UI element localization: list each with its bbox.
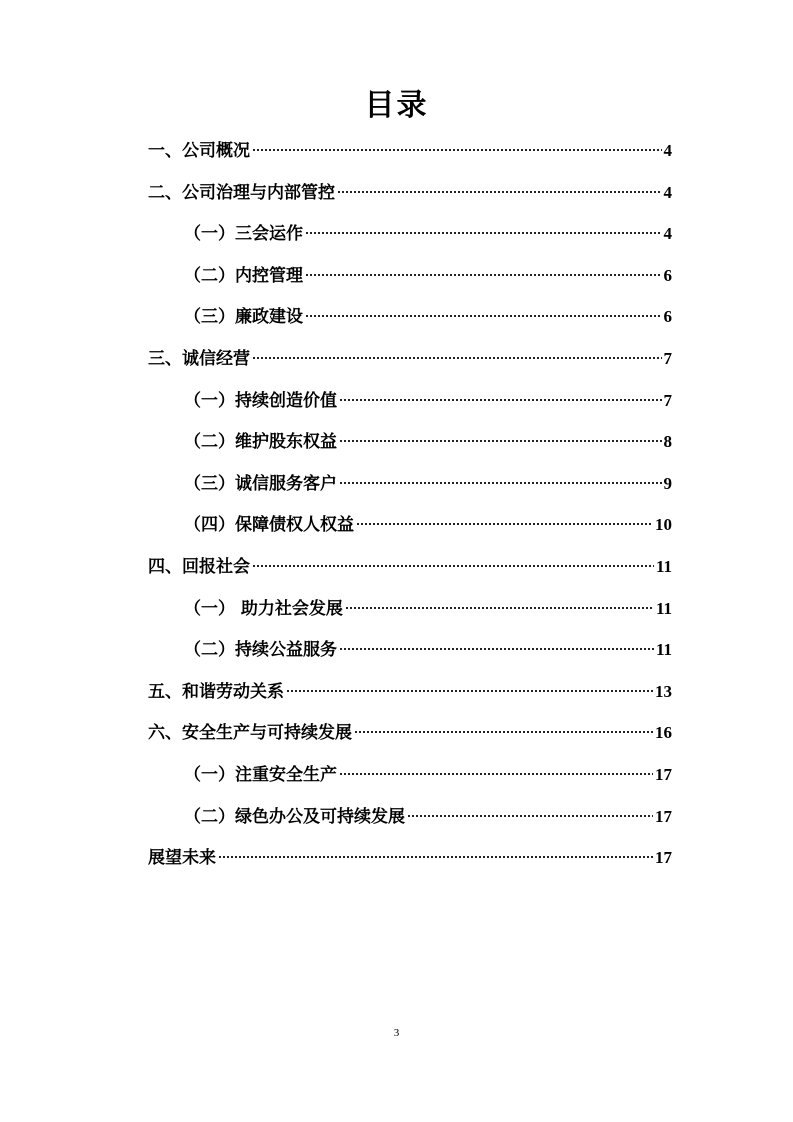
toc-entry-page: 6 [663,307,672,327]
toc-entry-creditor-rights[interactable] [148,504,672,546]
toc-entry-label: （一）三会运作 [184,224,303,245]
toc-entry-green-office[interactable] [148,796,672,838]
toc-entry-safe-production[interactable] [148,754,672,796]
toc-entry-page: 4 [663,224,672,244]
toc-entry-page: 4 [663,141,672,160]
toc-entry-page: 7 [663,348,672,368]
toc-entry-label: 六、安全生产与可持续发展 [148,723,352,744]
toc-list [148,130,672,879]
toc-entry-internal-control[interactable] [148,255,672,297]
toc-entry-label: 一、公司概况 [148,141,250,161]
toc-entry-label: （一）注重安全生产 [184,764,337,785]
toc-entry-page: 11 [655,598,672,618]
dot-leader [252,564,654,568]
dot-leader [407,814,653,818]
dot-leader [218,855,653,859]
toc-entry-label: （一）持续创造价值 [184,390,337,411]
toc-entry-label: （二）内控管理 [184,265,303,286]
dot-leader [252,356,662,360]
toc-entry-honest-operation[interactable] [148,338,672,380]
toc-entry-board-operations[interactable] [148,213,672,255]
toc-entry-page: 6 [663,265,672,285]
toc-entry-integrity-building[interactable] [148,296,672,338]
toc-entry-page: 17 [655,848,672,868]
toc-entry-social-development[interactable] [148,588,672,630]
dot-leader [337,190,662,194]
toc-entry-page: 8 [663,432,672,452]
toc-entry-label: 展望未来 [148,848,216,869]
dot-leader [345,606,654,610]
toc-entry-label: 五、和谐劳动关系 [148,681,284,702]
toc-entry-label: 三、诚信经营 [148,348,250,369]
toc-entry-page: 7 [663,390,672,410]
dot-leader [339,647,654,651]
toc-entry-page: 4 [663,182,672,202]
toc-entry-label: （一） 助力社会发展 [184,598,343,619]
toc-entry-outlook[interactable] [148,837,672,879]
dot-leader [305,314,662,318]
toc-entry-giving-back[interactable] [148,546,672,588]
toc-entry-shareholder-rights[interactable] [148,421,672,463]
toc-entry-labor-relations[interactable] [148,671,672,713]
dot-leader [339,398,662,402]
dot-leader [305,231,662,235]
toc-entry-label: （三）诚信服务客户 [184,473,337,494]
toc-entry-value-creation[interactable] [148,380,672,422]
toc-entry-label: （二）维护股东权益 [184,432,337,453]
toc-entry-label: （二）绿色办公及可持续发展 [184,806,405,827]
toc-title: 目录 [364,88,429,123]
dot-leader [286,689,653,693]
toc-entry-label: （二）持续公益服务 [184,640,337,661]
toc-entry-label: 四、回报社会 [148,556,250,577]
dot-leader [354,730,653,734]
toc-entry-page: 17 [655,764,672,784]
toc-entry-public-welfare[interactable] [148,629,672,671]
dot-leader [339,481,662,485]
dot-leader [305,273,662,277]
toc-entry-governance[interactable] [148,172,672,214]
toc-entry-page: 16 [655,723,672,743]
toc-entry-label: 二、公司治理与内部管控 [148,182,335,203]
toc-entry-page: 13 [655,681,672,701]
toc-entry-company-overview[interactable] [148,130,672,172]
toc-entry-page: 10 [655,515,672,535]
toc-entry-page: 11 [655,556,672,576]
toc-entry-page: 11 [655,640,672,660]
toc-entry-customer-service[interactable] [148,463,672,505]
page-number: 3 [393,1027,400,1039]
dot-leader [339,439,662,443]
dot-leader [252,148,662,152]
dot-leader [356,522,653,526]
toc-entry-page: 9 [663,473,672,493]
toc-entry-label: （四）保障债权人权益 [184,515,354,536]
toc-entry-label: （三）廉政建设 [184,307,303,328]
dot-leader [339,772,653,776]
toc-entry-page: 17 [655,806,672,826]
toc-entry-safety-sustainability[interactable] [148,712,672,754]
